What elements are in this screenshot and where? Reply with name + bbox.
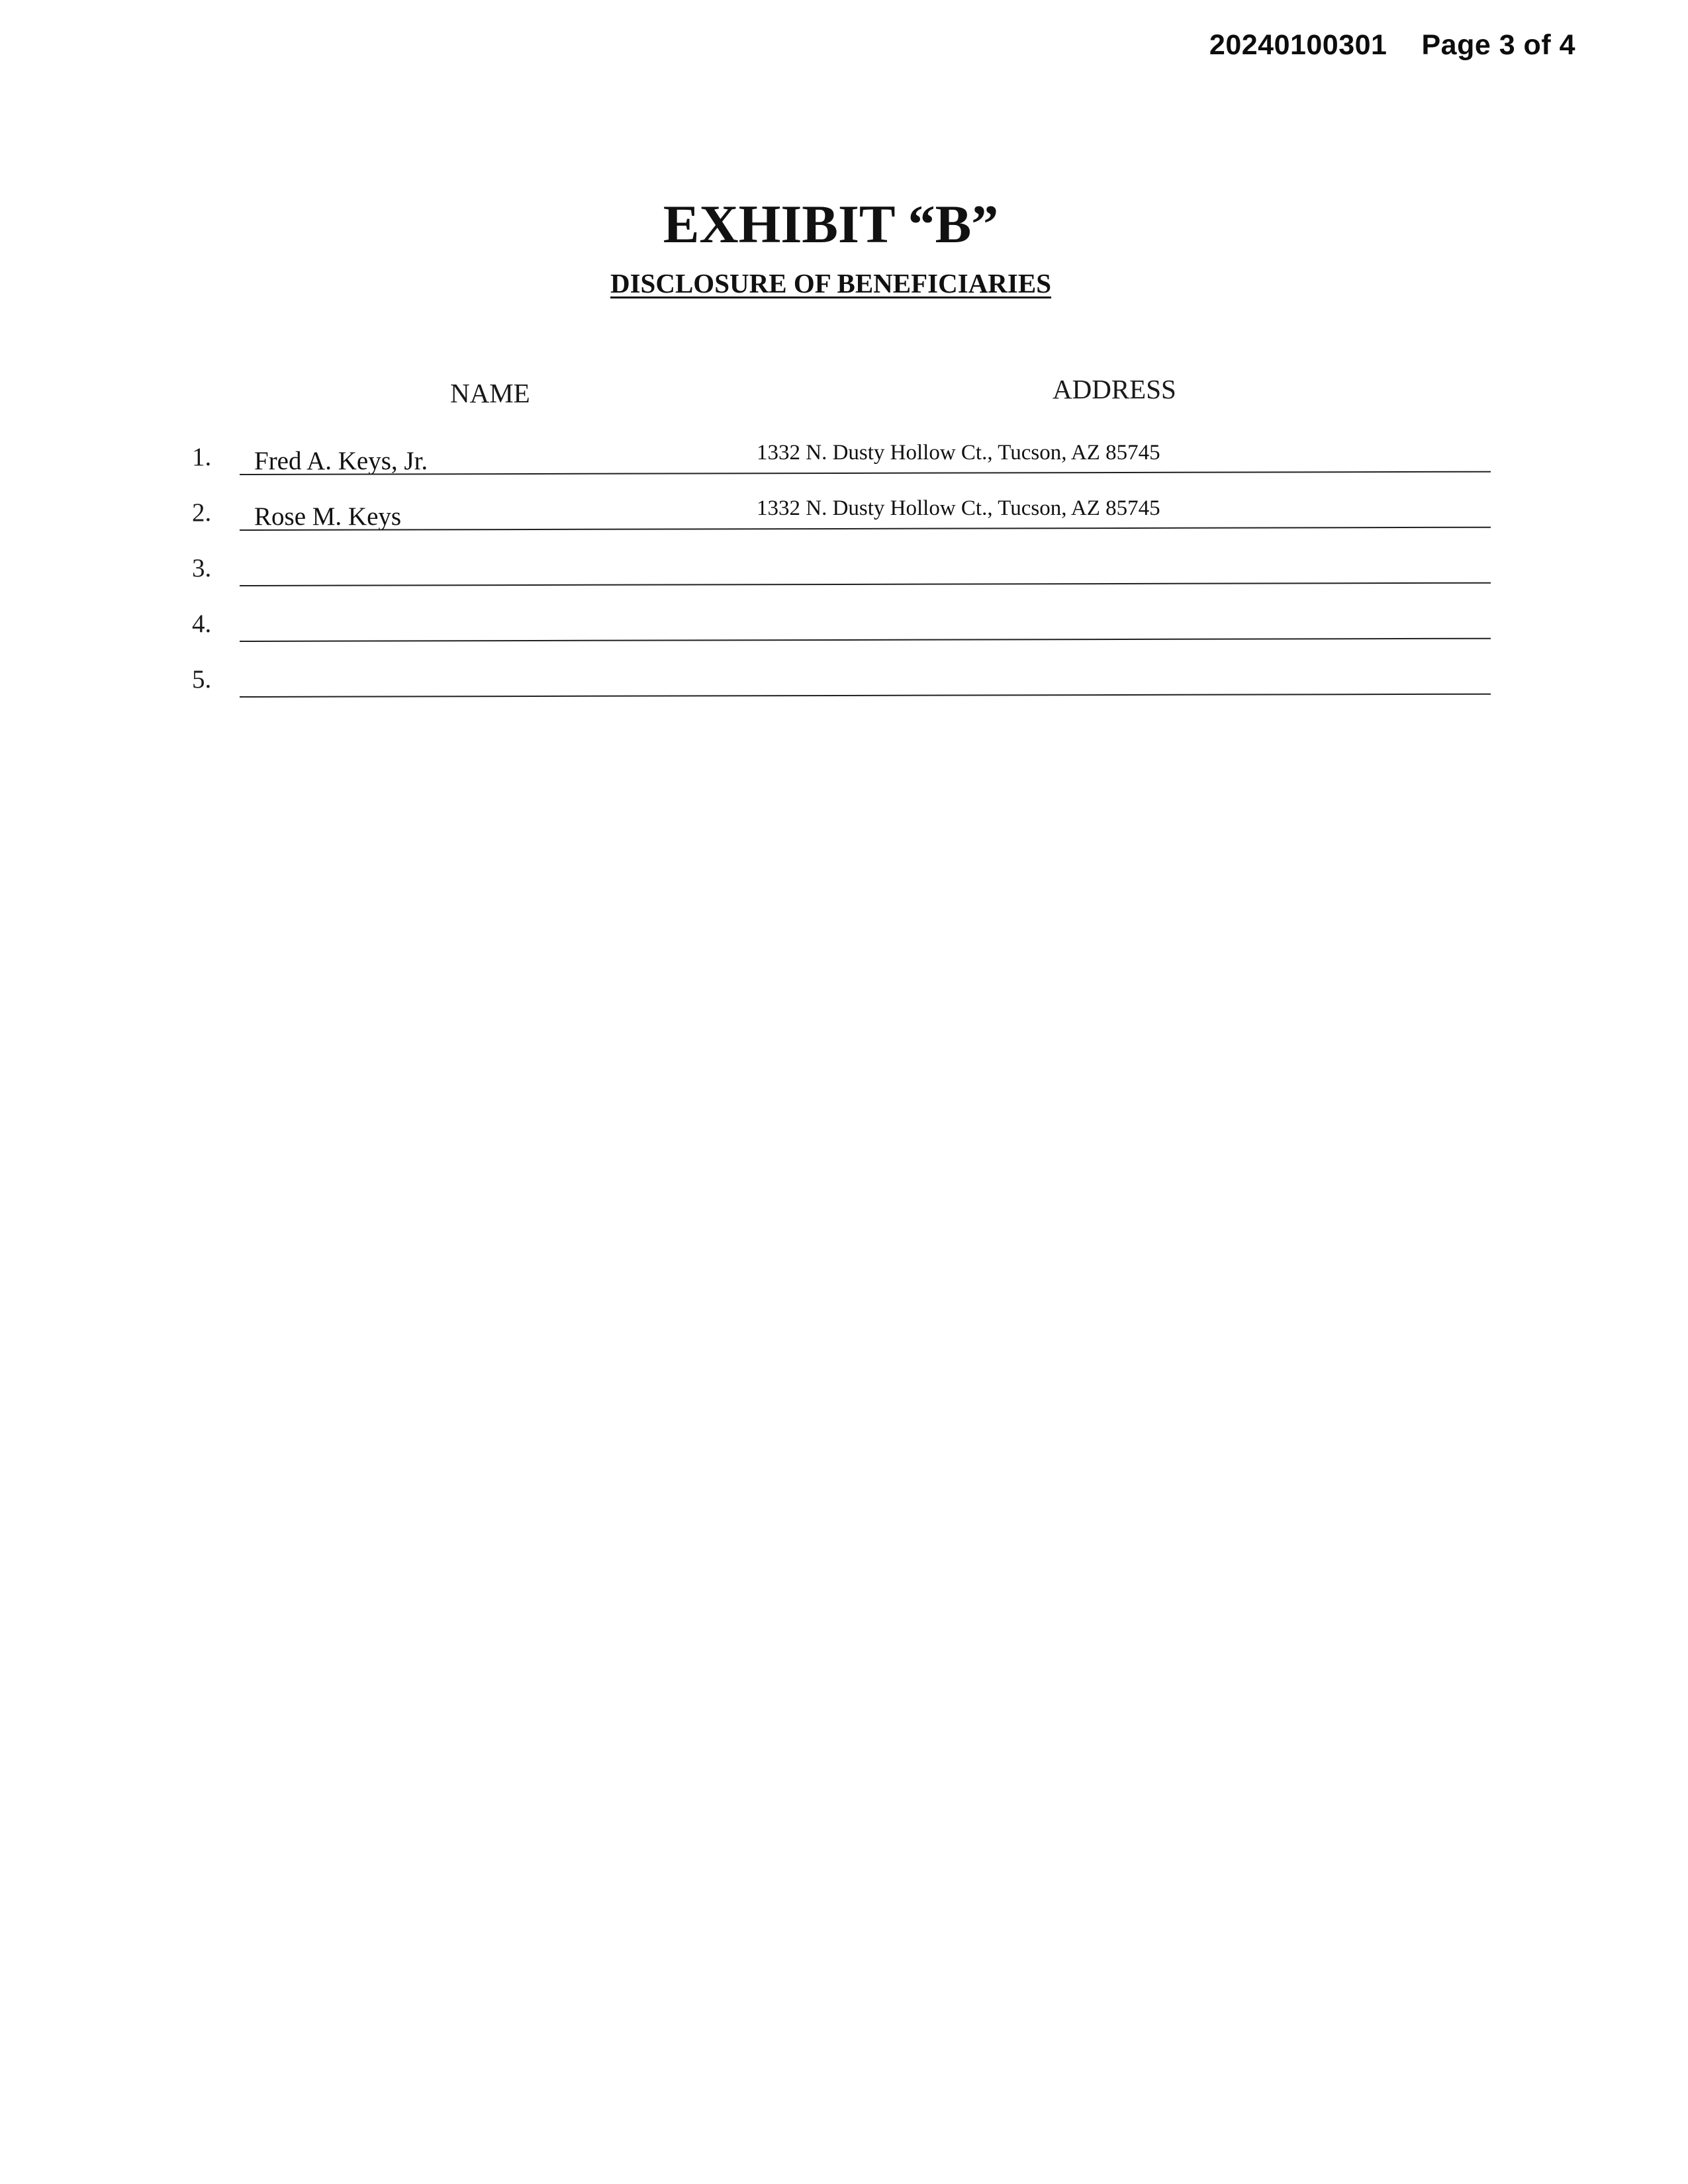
page-number-label: Page 3 of 4 [1421, 29, 1575, 61]
name-column-header: NAME [450, 378, 530, 408]
beneficiary-address: 1332 N. Dusty Hollow Ct., Tucson, AZ 85745 [757, 441, 1160, 465]
beneficiary-address: 1332 N. Dusty Hollow Ct., Tucson, AZ 85745 [757, 496, 1160, 520]
address-column-header: ADDRESS [1053, 374, 1176, 404]
row-number: 3. [192, 554, 212, 582]
row-number: 5. [192, 665, 212, 694]
recording-stamp [1209, 29, 1575, 62]
beneficiary-row [0, 664, 1688, 704]
row-number: 2. [192, 498, 212, 527]
beneficiary-row [0, 553, 1688, 593]
beneficiary-row [0, 609, 1688, 649]
beneficiary-row [0, 498, 1688, 537]
entry-underline [240, 694, 1491, 698]
exhibit-title: EXHIBIT “B” [663, 194, 999, 254]
beneficiary-name: Rose M. Keys [254, 502, 402, 531]
entry-underline [240, 527, 1491, 531]
record-number: 20240100301 [1209, 29, 1387, 61]
beneficiary-row [0, 442, 1688, 482]
entry-underline [240, 638, 1491, 642]
exhibit-subtitle [0, 267, 1662, 299]
row-number: 1. [192, 443, 212, 471]
subtitle-text: DISCLOSURE OF BENEFICIARIES [610, 268, 1052, 298]
entry-underline [240, 582, 1491, 586]
row-number: 4. [192, 610, 212, 638]
beneficiary-name: Fred A. Keys, Jr. [254, 447, 428, 475]
